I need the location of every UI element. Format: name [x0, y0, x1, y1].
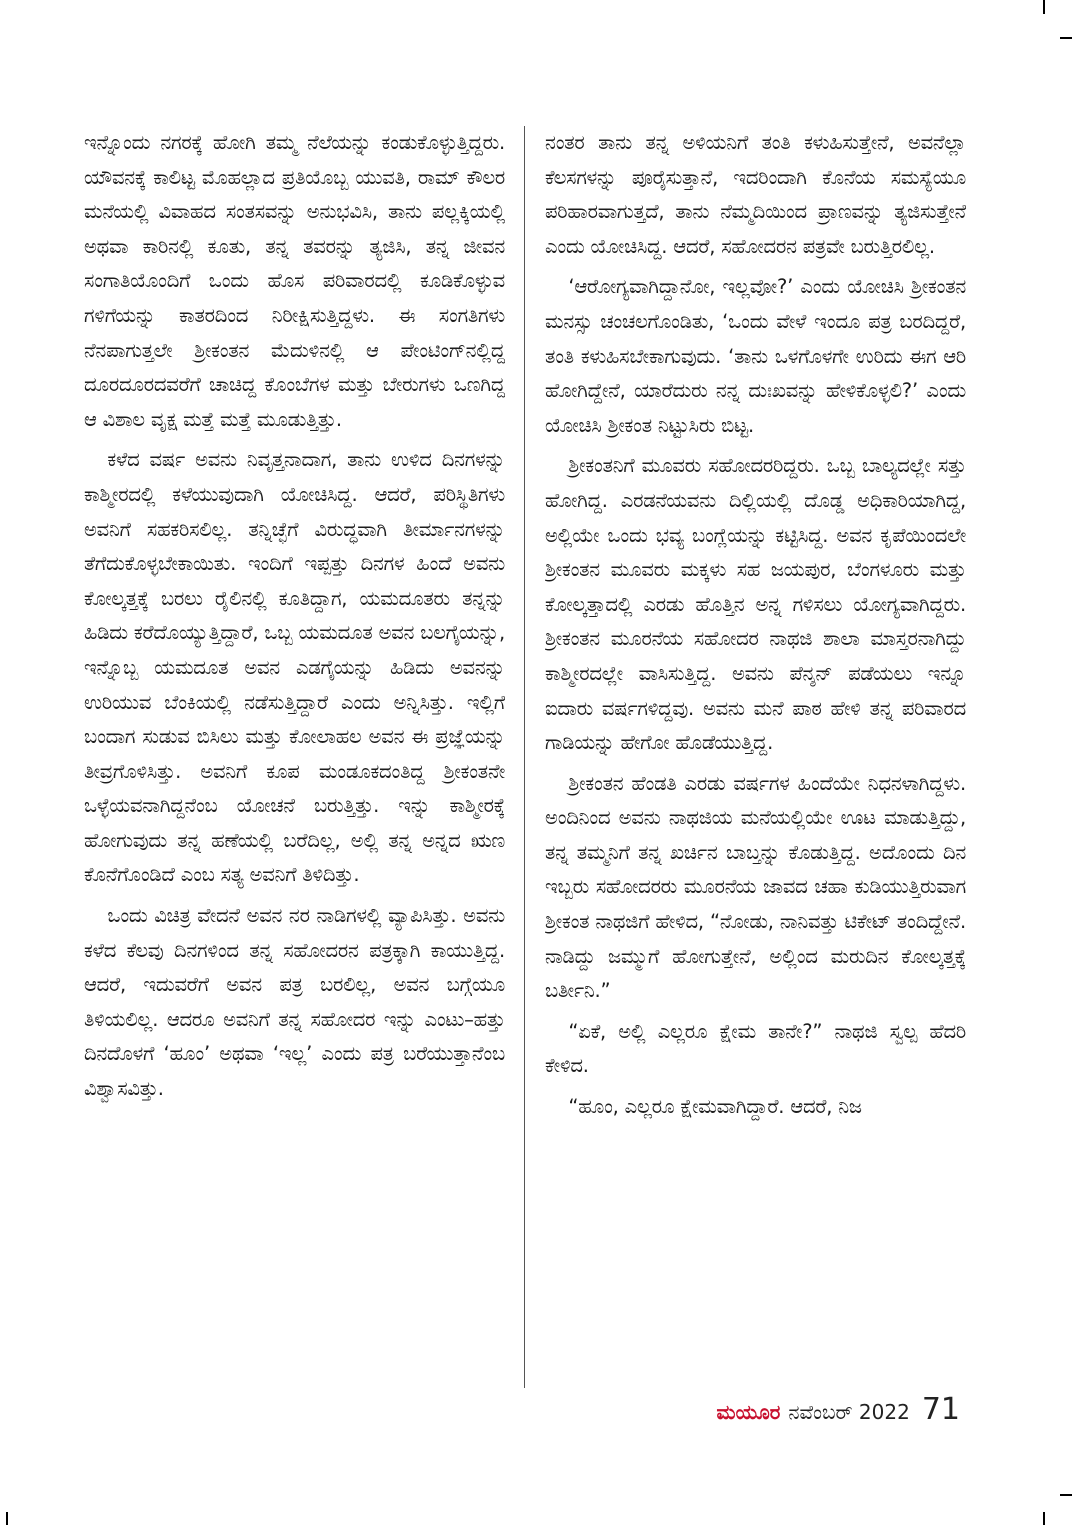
left-column — [84, 126, 505, 1388]
paragraph: ನಂತರ ತಾನು ತನ್ನ ಅಳಿಯನಿಗೆ ತಂತಿ ಕಳುಹಿಸುತ್ತೇನೆ, ಅವನೆಲ್ಲಾ ಕೆಲಸಗಳನ್ನು ಪೂರೈಸುತ್ತಾನೆ, ಇದರಿಂದಾಗಿ ಕೊನೆಯ ಸಮಸ್ಯೆಯೂ ಪರಿಹಾರವಾಗುತ್ತದೆ, ತಾನು ನೆಮ್ಮದಿಯಿಂದ ಪ್ರಾಣವನ್ನು ತ್ಯಜಿಸುತ್ತೇನೆ ಎಂದು ಯೋಚಿಸಿದ್ದ. ಆದರೆ, ಸಹೋದರನ ಪತ್ರವೇ ಬರುತ್ತಿರಲಿಲ್ಲ. — [545, 131, 966, 258]
paragraph: “ಏಕೆ, ಅಲ್ಲಿ ಎಲ್ಲರೂ ಕ್ಷೇಮ ತಾನೇ?” ನಾಥಜಿ ಸ್ವಲ್ಪ ಹೆದರಿ ಕೇಳಿದ. — [545, 1019, 966, 1078]
right-column — [545, 126, 966, 1388]
crop-mark-top-right — [1043, 0, 1045, 14]
paragraph: ಶ್ರೀಕಂತನ ಹೆಂಡತಿ ಎರಡು ವರ್ಷಗಳ ಹಿಂದೆಯೇ ನಿಧನಳಾಗಿದ್ದಳು. ಅಂದಿನಿಂದ ಅವನು ನಾಥಜಿಯ ಮನೆಯಲ್ಲಿಯೇ ಊಟ ಮಾಡುತ್ತಿದ್ದು, ತನ್ನ ತಮ್ಮನಿಗೆ ತನ್ನ ಖರ್ಚಿನ ಬಾಬ್ತನ್ನು ಕೊಡುತ್ತಿದ್ದ. ಅದೊಂದು ದಿನ ಇಬ್ಬರು ಸಹೋದರರು ಮೂರನೆಯ ಜಾವದ ಚಹಾ ಕುಡಿಯುತ್ತಿರುವಾಗ ಶ್ರೀಕಂತ ನಾಥಜಿಗೆ ಹೇಳಿದ, “ನೋಡು, ನಾನಿವತ್ತು ಟಿಕೇಟ್ ತಂದಿದ್ದೇನೆ. ನಾಡಿದ್ದು ಜಮ್ಮುಗೆ ಹೋಗುತ್ತೇನೆ, ಅಲ್ಲಿಂದ ಮರುದಿನ ಕೋಲ್ಕತ್ತಕ್ಕೆ ಬರ್ತೀನಿ.” — [545, 771, 966, 1003]
magazine-logo: ಮಯೂರ — [716, 1400, 781, 1424]
article-body — [84, 126, 966, 1388]
crop-mark-right-lower — [1060, 1494, 1072, 1496]
paragraph: ಇನ್ನೊಂದು ನಗರಕ್ಕೆ ಹೋಗಿ ತಮ್ಮ ನೆಲೆಯನ್ನು ಕಂಡುಕೊಳ್ಳುತ್ತಿದ್ದರು. ಯೌವನಕ್ಕೆ ಕಾಲಿಟ್ಟ ಮೊಹಲ್ಲಾದ ಪ್ರತಿಯೊಬ್ಬ ಯುವತಿ, ರಾಮ್ ಕೌಲರ ಮನೆಯಲ್ಲಿ ವಿವಾಹದ ಸಂತಸವನ್ನು ಅನುಭವಿಸಿ, ತಾನು ಪಲ್ಲಕ್ಕಿಯಲ್ಲಿ ಅಥವಾ ಕಾರಿನಲ್ಲಿ ಕೂತು, ತನ್ನ ತವರನ್ನು ತ್ಯಜಿಸಿ, ತನ್ನ ಜೀವನ ಸಂಗಾತಿಯೊಂದಿಗೆ ಒಂದು ಹೊಸ ಪರಿವಾರದಲ್ಲಿ ಕೂಡಿಕೊಳ್ಳುವ ಗಳಿಗೆಯನ್ನು ಕಾತರದಿಂದ ನಿರೀಕ್ಷಿಸುತ್ತಿದ್ದಳು. ಈ ಸಂಗತಿಗಳು ನೆನಪಾಗುತ್ತಲೇ ಶ್ರೀಕಂತನ ಮೆದುಳಿನಲ್ಲಿ ಆ ಪೇಂಟಿಂಗ್‌ನಲ್ಲಿದ್ದ ದೂರದೂರದವರೆಗೆ ಚಾಚಿದ್ದ ಕೊಂಬೆಗಳ ಮತ್ತು ಬೇರುಗಳು ಒಣಗಿದ್ದ ಆ ವಿಶಾಲ ವೃಕ್ಷ ಮತ್ತೆ ಮತ್ತೆ ಮೂಡುತ್ತಿತ್ತು. — [84, 131, 505, 431]
paragraph: “ಹೂಂ, ಎಲ್ಲರೂ ಕ್ಷೇಮವಾಗಿದ್ದಾರೆ. ಆದರೆ, ನಿಜ — [568, 1095, 862, 1119]
page-footer — [717, 1392, 960, 1432]
paragraph: ಶ್ರೀಕಂತನಿಗೆ ಮೂವರು ಸಹೋದರರಿದ್ದರು. ಒಬ್ಬ ಬಾಲ್ಯದಲ್ಲೇ ಸತ್ತು ಹೋಗಿದ್ದ. ಎರಡನೆಯವನು ದಿಲ್ಲಿಯಲ್ಲಿ ದೊಡ್ಡ ಅಧಿಕಾರಿಯಾಗಿದ್ದ, ಅಲ್ಲಿಯೇ ಒಂದು ಭವ್ಯ ಬಂಗ್ಲೆಯನ್ನು ಕಟ್ಟಿಸಿದ್ದ. ಅವನ ಕೃಪೆಯಿಂದಲೇ ಶ್ರೀಕಂತನ ಮೂವರು ಮಕ್ಕಳು ಸಹ ಜಯಪುರ, ಬೆಂಗಳೂರು ಮತ್ತು ಕೋಲ್ಕತ್ತಾದಲ್ಲಿ ಎರಡು ಹೊತ್ತಿನ ಅನ್ನ ಗಳಿಸಲು ಯೋಗ್ಯವಾಗಿದ್ದರು. ಶ್ರೀಕಂತನ ಮೂರನೆಯ ಸಹೋದರ ನಾಥಜಿ ಶಾಲಾ ಮಾಸ್ತರನಾಗಿದ್ದು ಕಾಶ್ಮೀರದಲ್ಲೇ ವಾಸಿಸುತ್ತಿದ್ದ. ಅವನು ಪೆನ್ಶನ್ ಪಡೆಯಲು ಇನ್ನೂ ಐದಾರು ವರ್ಷಗಳಿದ್ದವು. ಅವನು ಮನೆ ಪಾಠ ಹೇಳಿ ತನ್ನ ಪರಿವಾರದ ಗಾಡಿಯನ್ನು ಹೇಗೋ ಹೊಡೆಯುತ್ತಿದ್ದ. — [545, 454, 966, 755]
paragraph: ಕಳೆದ ವರ್ಷ ಅವನು ನಿವೃತ್ತನಾದಾಗ, ತಾನು ಉಳಿದ ದಿನಗಳನ್ನು ಕಾಶ್ಮೀರದಲ್ಲಿ ಕಳೆಯುವುದಾಗಿ ಯೋಚಿಸಿದ್ದ. ಆದರೆ, ಪರಿಸ್ಥಿತಿಗಳು ಅವನಿಗೆ ಸಹಕರಿಸಲಿಲ್ಲ. ತನ್ನಿಚ್ಛೆಗೆ ವಿರುದ್ಧವಾಗಿ ತೀರ್ಮಾನಗಳನ್ನು ತೆಗೆದುಕೊಳ್ಳಬೇಕಾಯಿತು. ಇಂದಿಗೆ ಇಪ್ಪತ್ತು ದಿನಗಳ ಹಿಂದೆ ಅವನು ಕೋಲ್ಕತ್ತಕ್ಕೆ ಬರಲು ರೈಲಿನಲ್ಲಿ ಕೂತಿದ್ದಾಗ, ಯಮದೂತರು ತನ್ನನ್ನು ಹಿಡಿದು ಕರೆದೊಯ್ಯುತ್ತಿದ್ದಾರೆ, ಒಬ್ಬ ಯಮದೂತ ಅವನ ಬಲಗೈಯನ್ನು, ಇನ್ನೊಬ್ಬ ಯಮದೂತ ಅವನ ಎಡಗೈಯನ್ನು ಹಿಡಿದು ಅವನನ್ನು ಉರಿಯುವ ಬೆಂಕಿಯಲ್ಲಿ ನಡೆಸುತ್ತಿದ್ದಾರೆ ಎಂದು ಅನ್ನಿಸಿತ್ತು. ಇಲ್ಲಿಗೆ ಬಂದಾಗ ಸುಡುವ ಬಿಸಿಲು ಮತ್ತು ಕೋಲಾಹಲ ಅವನ ಈ ಪ್ರಜ್ಞೆಯನ್ನು ತೀವ್ರಗೊಳಿಸಿತ್ತು. ಅವನಿಗೆ ಕೂಪ ಮಂಡೂಕದಂತಿದ್ದ ಶ್ರೀಕಂತನೇ ಒಳ್ಳೆಯವನಾಗಿದ್ದನೆಂಬ ಯೋಚನೆ ಬರುತ್ತಿತ್ತು. ಇನ್ನು ಕಾಶ್ಮೀರಕ್ಕೆ ಹೋಗುವುದು ತನ್ನ ಹಣೆಯಲ್ಲಿ ಬರೆದಿಲ್ಲ, ಅಲ್ಲಿ ತನ್ನ ಅನ್ನದ ಋಣ ಕೊನೆಗೊಂಡಿದೆ ಎಂಬ ಸತ್ಯ ಅವನಿಗೆ ತಿಳಿದಿತ್ತು. — [84, 448, 505, 887]
issue-date: ನವೆಂಬರ್ 2022 — [788, 1400, 910, 1424]
crop-mark-right-upper — [1060, 37, 1072, 39]
crop-mark-bottom-left — [6, 1512, 8, 1525]
paragraph: ಒಂದು ವಿಚಿತ್ರ ವೇದನೆ ಅವನ ನರ ನಾಡಿಗಳಲ್ಲಿ ವ್ಯಾಪಿಸಿತ್ತು. ಅವನು ಕಳೆದ ಕೆಲವು ದಿನಗಳಿಂದ ತನ್ನ ಸಹೋದರನ ಪತ್ರಕ್ಕಾಗಿ ಕಾಯುತ್ತಿದ್ದ. ಆದರೆ, ಇದುವರೆಗೆ ಅವನ ಪತ್ರ ಬರಲಿಲ್ಲ, ಅವನ ಬಗ್ಗೆಯೂ ತಿಳಿಯಲಿಲ್ಲ. ಆದರೂ ಅವನಿಗೆ ತನ್ನ ಸಹೋದರ ಇನ್ನು ಎಂಟು–ಹತ್ತು ದಿನದೊಳಗೆ ‘ಹೂಂ’ ಅಥವಾ ‘ಇಲ್ಲ’ ಎಂದು ಪತ್ರ ಬರೆಯುತ್ತಾನೆಂಬ ವಿಶ್ವಾಸವಿತ್ತು. — [84, 904, 505, 1101]
crop-mark-bottom-right — [1043, 1512, 1045, 1525]
page-number: 71 — [921, 1392, 960, 1427]
column-divider — [524, 126, 525, 1388]
paragraph: ‘ಆರೋಗ್ಯವಾಗಿದ್ದಾನೋ, ಇಲ್ಲವೋ?’ ಎಂದು ಯೋಚಿಸಿ ಶ್ರೀಕಂತನ ಮನಸ್ಸು ಚಂಚಲಗೊಂಡಿತು, ‘ಒಂದು ವೇಳೆ ಇಂದೂ ಪತ್ರ ಬರದಿದ್ದರೆ, ತಂತಿ ಕಳುಹಿಸಬೇಕಾಗುವುದು. ‘ತಾನು ಒಳಗೊಳಗೇ ಉರಿದು ಈಗ ಆರಿ ಹೋಗಿದ್ದೇನೆ, ಯಾರೆದುರು ನನ್ನ ದುಃಖವನ್ನು ಹೇಳಿಕೊಳ್ಳಲಿ?’ ಎಂದು ಯೋಚಿಸಿ ಶ್ರೀಕಂತ ನಿಟ್ಟುಸಿರು ಬಿಟ್ಟ. — [545, 275, 966, 437]
